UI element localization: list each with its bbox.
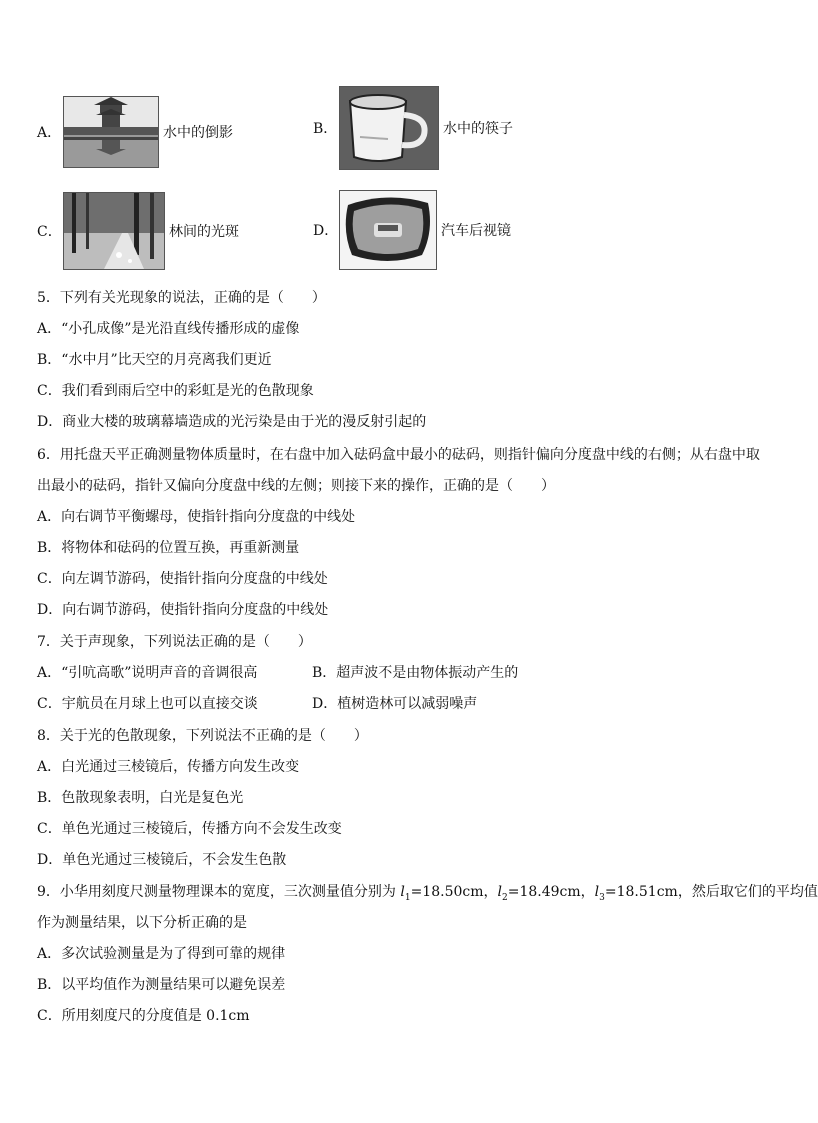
q5-option-a[interactable]: A．“小孔成像”是光沿直线传播形成的虚像 xyxy=(37,321,300,337)
q9-l1-symbol: l xyxy=(400,884,405,900)
q9-l2-symbol: l xyxy=(497,884,502,900)
q8-option-b[interactable]: B．色散现象表明，白光是复色光 xyxy=(37,790,244,806)
q9-stem-line1 xyxy=(37,882,818,908)
forest-light-photo-icon xyxy=(63,192,165,270)
image-option-d[interactable] xyxy=(313,190,511,270)
q6-option-a[interactable]: A．向右调节平衡螺母，使指针指向分度盘的中线处 xyxy=(37,509,356,525)
q7-option-b[interactable]: B．超声波不是由物体振动产生的 xyxy=(312,665,519,681)
option-letter: A． xyxy=(37,125,62,141)
q9-l3-value: =18.51cm，然后取它们的平均值 xyxy=(604,884,818,900)
q7-option-a[interactable]: A．“引吭高歌”说明声音的音调很高 xyxy=(37,665,258,681)
q6-stem-line2: 出最小的砝码，指针又偏向分度盘中线的左侧；则接下来的操作，正确的是（ ） xyxy=(37,478,555,494)
q9-stem-text: 9．小华用刻度尺测量物理课本的宽度，三次测量值分别为 xyxy=(37,884,401,900)
q6-option-d[interactable]: D．向右调节游码，使指针指向分度盘的中线处 xyxy=(37,602,329,618)
q6-stem-line1: 6．用托盘天平正确测量物体质量时，在右盘中加入砝码盒中最小的砝码，则指针偏向分度盘中线的右侧；从右盘中取 xyxy=(37,447,760,463)
q9-l2-value: =18.49cm， xyxy=(507,884,595,900)
pagoda-reflection-photo-icon xyxy=(63,96,159,168)
option-caption: 水中的筷子 xyxy=(443,121,513,137)
q8-stem: 8．关于光的色散现象，下列说法不正确的是（ ） xyxy=(37,728,368,744)
option-caption: 林间的光斑 xyxy=(169,224,239,240)
q7-option-d[interactable]: D．植树造林可以减弱噪声 xyxy=(312,696,478,712)
image-option-a[interactable] xyxy=(37,96,233,168)
option-letter: C． xyxy=(37,224,62,240)
q9-l3-symbol: l xyxy=(594,884,600,900)
q6-option-b[interactable]: B．将物体和砝码的位置互换，再重新测量 xyxy=(37,540,300,556)
image-option-c[interactable] xyxy=(37,192,239,270)
q5-stem: 5．下列有关光现象的说法，正确的是（ ） xyxy=(37,290,326,306)
q9-option-a[interactable]: A．多次试验测量是为了得到可靠的规律 xyxy=(37,946,286,962)
q7-stem: 7．关于声现象，下列说法正确的是（ ） xyxy=(37,634,312,650)
option-letter: D． xyxy=(313,223,339,239)
q9-l3-subscript: 3 xyxy=(599,892,605,903)
q9-l1-subscript: 1 xyxy=(404,892,411,903)
q9-l1-value: =18.50cm， xyxy=(410,884,498,900)
car-mirror-photo-icon xyxy=(339,190,437,270)
option-caption: 汽车后视镜 xyxy=(441,223,511,239)
option-letter: B． xyxy=(313,121,338,137)
q8-option-a[interactable]: A．白光通过三棱镜后，传播方向发生改变 xyxy=(37,759,300,775)
q8-option-c[interactable]: C．单色光通过三棱镜后，传播方向不会发生改变 xyxy=(37,821,342,837)
q9-option-b[interactable]: B．以平均值作为测量结果可以避免误差 xyxy=(37,977,286,993)
q5-option-c[interactable]: C．我们看到雨后空中的彩虹是光的色散现象 xyxy=(37,383,314,399)
image-option-b[interactable] xyxy=(313,86,513,170)
q5-option-d[interactable]: D．商业大楼的玻璃幕墙造成的光污染是由于光的漫反射引起的 xyxy=(37,414,427,430)
q8-option-d[interactable]: D．单色光通过三棱镜后，不会发生色散 xyxy=(37,852,287,868)
q6-option-c[interactable]: C．向左调节游码，使指针指向分度盘的中线处 xyxy=(37,571,328,587)
q9-option-c[interactable]: C．所用刻度尺的分度值是 0.1cm xyxy=(37,1008,250,1024)
q9-stem-line2: 作为测量结果，以下分析正确的是 xyxy=(37,915,247,931)
option-caption: 水中的倒影 xyxy=(163,125,233,141)
q7-option-c[interactable]: C．宇航员在月球上也可以直接交谈 xyxy=(37,696,258,712)
q9-l2-subscript: 2 xyxy=(502,892,508,903)
cup-chopsticks-photo-icon xyxy=(339,86,439,170)
q5-option-b[interactable]: B．“水中月”比天空的月亮离我们更近 xyxy=(37,352,272,368)
